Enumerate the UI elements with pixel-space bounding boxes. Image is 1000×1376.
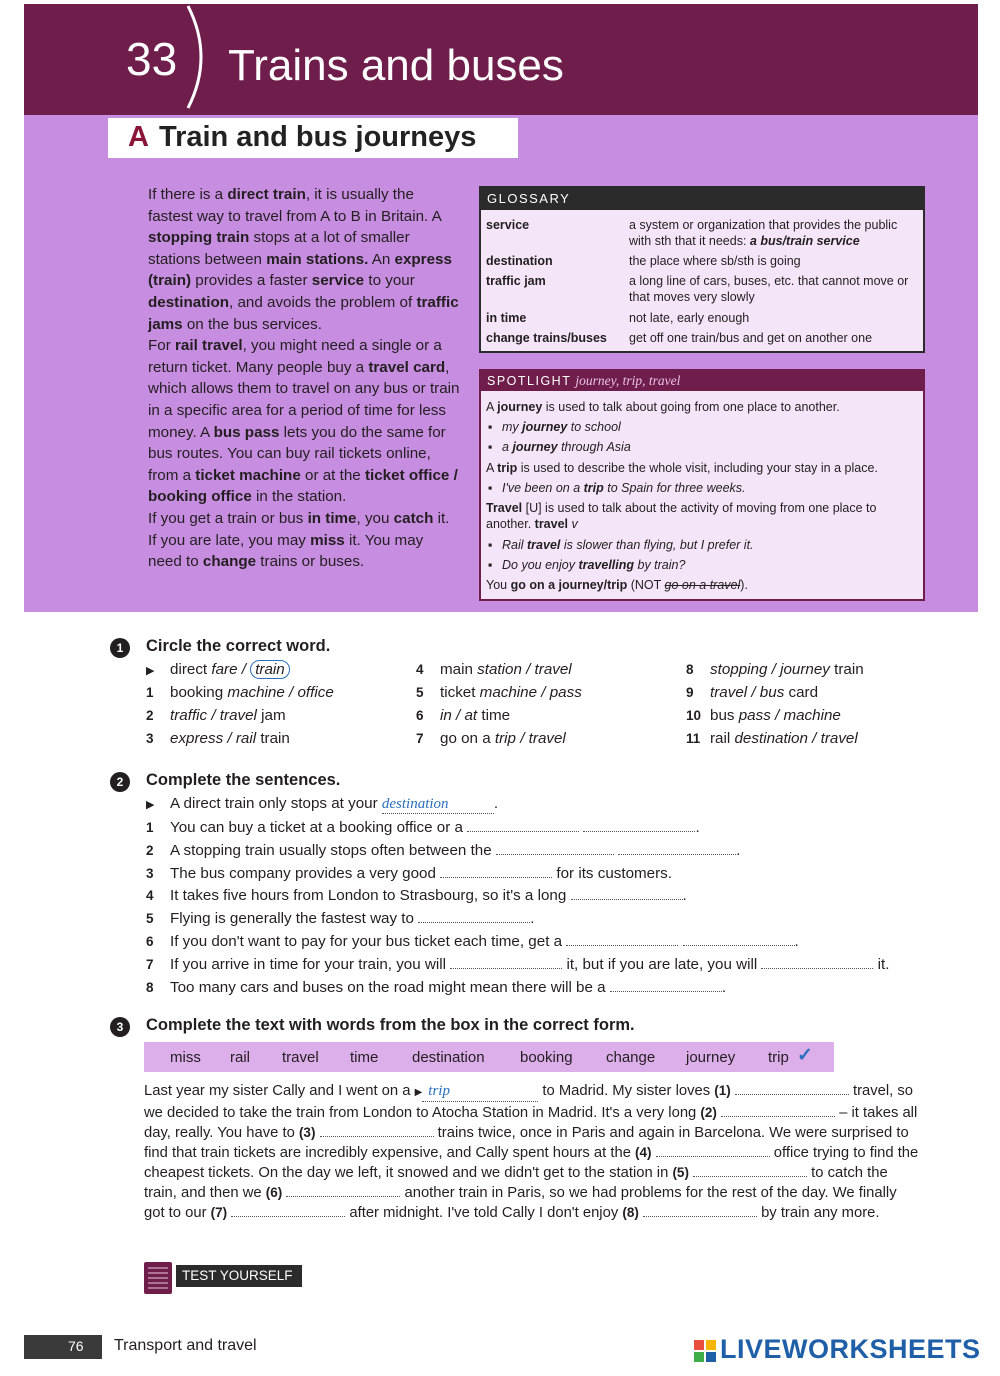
text-run: An — [368, 250, 395, 268]
intro-paragraph — [148, 184, 460, 335]
text-run: is slower than flying, but I prefer it. — [560, 538, 754, 552]
answer-blank[interactable] — [418, 909, 530, 923]
glossary-term: in time — [486, 311, 527, 325]
item-number: 9 — [686, 685, 694, 700]
text-run: it. You may need to — [148, 531, 424, 571]
example-option-2-circled[interactable]: train — [250, 660, 290, 679]
text-run: another train in Paris, so we had problems for the rest of the day. We finally got to our — [144, 1185, 897, 1221]
text-run: stopping train — [148, 229, 250, 247]
spotlight-line — [486, 461, 916, 477]
answer-blank[interactable] — [643, 1203, 757, 1217]
text-run: Last year my sister Cally and I went on a — [144, 1083, 415, 1099]
text-run: service — [311, 272, 365, 290]
liveworksheets-brand[interactable]: LIVEWORKSHEETS — [720, 1334, 981, 1364]
text-run: after midnight. I've told Cally I don't enjoy — [345, 1205, 623, 1221]
sentence-text: If you arrive in time for your train, you will — [170, 955, 451, 973]
example-marker-icon: ▶ — [414, 1087, 423, 1098]
glossary-term: change trains/buses — [486, 331, 607, 345]
text-run: to your — [364, 272, 415, 290]
text-run: catch — [393, 509, 434, 527]
gap-number: (5) — [672, 1165, 689, 1180]
word-box-item: destination — [412, 1049, 485, 1066]
text-run: it. If you are late, you may — [148, 509, 450, 549]
text-run: my — [502, 420, 523, 434]
item-pre: bus — [710, 707, 739, 724]
item-pre: main — [440, 661, 478, 678]
text-run: You — [486, 578, 511, 592]
text-run: bus pass — [213, 423, 280, 441]
spotlight-line — [486, 400, 916, 416]
item-number: 8 — [686, 662, 694, 677]
exercise-2-item — [146, 909, 534, 927]
gap-number: (2) — [700, 1105, 717, 1120]
answer-blank[interactable] — [440, 864, 552, 878]
exercise-2-item — [146, 818, 700, 836]
text-run: I've been on a — [502, 481, 584, 495]
glossary-term: traffic jam — [486, 274, 546, 288]
item-number: 11 — [686, 731, 701, 746]
text-run: trip — [583, 481, 604, 495]
gap-number: (3) — [298, 1125, 316, 1140]
spotlight-line — [486, 578, 916, 594]
item-number: 1 — [146, 685, 154, 700]
text-run: go on a journey/trip — [510, 578, 628, 592]
exercise-1-heading: Circle the correct word. — [146, 637, 331, 655]
exercise-1-item — [146, 730, 290, 747]
text-run: travel — [534, 516, 569, 531]
sentence-text: If you don't want to pay for your bus ticket each time, get a — [170, 933, 567, 950]
text-run: go on a travel — [664, 578, 741, 592]
sentence-text: The bus company provides a very good — [170, 864, 441, 882]
sentence-text: It takes five hours from London to Strasbourg, so it's a long — [170, 887, 571, 905]
item-options[interactable]: trip / travel — [494, 730, 566, 747]
item-pre: rail — [710, 730, 735, 747]
text-run: travelling — [578, 558, 635, 572]
intro-text — [148, 184, 460, 573]
exercise-1-item — [686, 730, 858, 747]
word-box-item: booking — [520, 1049, 573, 1066]
word-box-item: change — [606, 1049, 656, 1066]
item-options[interactable]: machine / pass — [479, 684, 582, 701]
footer-section: Transport and travel — [114, 1337, 257, 1354]
spotlight-bullet — [488, 481, 930, 497]
text-run: to catch the train, and then we — [144, 1165, 888, 1201]
word-box-item: miss — [170, 1049, 201, 1066]
text-run: rail travel — [175, 337, 243, 355]
sentence-text: . — [736, 841, 741, 859]
text-run: – it takes all day, really. You have to — [144, 1105, 918, 1141]
text-run: travel — [527, 538, 561, 552]
exercise-1-item — [416, 707, 510, 724]
word-box-item: time — [350, 1049, 379, 1066]
item-options[interactable]: traffic / travel — [170, 707, 257, 724]
example-post: . — [493, 795, 499, 812]
item-options[interactable]: travel / bus — [710, 684, 785, 701]
page-number: 76 — [68, 1338, 84, 1354]
gap-number: (8) — [622, 1205, 639, 1220]
unit-number: 33 — [126, 33, 178, 85]
item-number: 2 — [146, 842, 154, 858]
gap-number: (1) — [714, 1083, 731, 1098]
sentence-text: . — [695, 819, 700, 836]
spotlight-bullet — [488, 440, 930, 456]
answer-blank[interactable] — [761, 955, 873, 969]
definition-example: a bus/train service — [749, 233, 860, 248]
header-bracket-curve — [180, 4, 220, 110]
gap-number: (4) — [635, 1145, 652, 1160]
answer-blank[interactable] — [693, 1163, 807, 1177]
text-run: [U] is used to talk about the activity of moving from one place to another. — [486, 501, 877, 531]
exercise-1-item — [686, 707, 841, 724]
exercise-1-item — [686, 684, 818, 701]
test-book-icon — [144, 1262, 172, 1294]
spotlight-line — [486, 501, 916, 532]
answer-blank[interactable] — [683, 932, 795, 946]
item-number: 5 — [416, 685, 424, 700]
answer-blank[interactable] — [467, 818, 579, 832]
glossary-term: destination — [486, 254, 553, 268]
item-post: train — [256, 730, 290, 747]
item-number: 3 — [146, 865, 154, 881]
item-number: 3 — [146, 731, 154, 746]
example-sentence: A direct train only stops at your — [170, 795, 382, 812]
item-post: card — [784, 684, 819, 701]
answer-blank[interactable] — [735, 1081, 849, 1095]
exercise-1-number: 1 — [110, 638, 130, 658]
glossary-definition — [629, 311, 919, 327]
word-box-item: trip — [768, 1049, 789, 1066]
example-answer: destination — [382, 796, 494, 814]
example-marker-icon: ▶ — [146, 665, 155, 677]
item-number: 4 — [146, 888, 154, 904]
text-run: by train any more. — [756, 1205, 880, 1221]
exercise-3-heading: Complete the text with words from the box in the correct form. — [146, 1016, 635, 1034]
text-run: to Spain for three weeks. — [603, 481, 746, 495]
text-run: (NOT — [627, 578, 665, 592]
text-run: , you might need a single or a return ticket. Many people buy a — [148, 337, 442, 376]
exercise-1-item — [416, 730, 566, 747]
text-run: trains twice, once in Paris and again in Barcelona. We were surprised to find that train tickets are incredibly expensive, and Cally spent hours at the — [144, 1125, 909, 1161]
word-box-item: journey — [686, 1049, 736, 1066]
item-post: time — [477, 707, 511, 724]
text-run: to school — [567, 420, 621, 434]
glossary-definition — [629, 254, 919, 270]
definition-text: a long line of cars, buses, etc. that cannot move or that moves very slowly — [629, 274, 909, 304]
exercise-3-number: 3 — [110, 1017, 130, 1037]
exercise-2-item — [146, 841, 740, 859]
exercise-1-example — [146, 661, 290, 678]
item-options[interactable]: destination / travel — [734, 730, 858, 747]
text-run: lets you do the same for bus routes. You can buy rail tickets online, from a — [148, 423, 446, 484]
text-run: is used to describe the whole visit, including your stay in a place. — [517, 461, 878, 475]
answer-blank[interactable] — [571, 886, 683, 900]
answer-blank[interactable] — [566, 932, 678, 946]
answer-blank[interactable] — [286, 1183, 400, 1197]
sentence-text: for its customers. — [552, 864, 672, 882]
glossary-definition — [629, 274, 919, 305]
sentence-text: . — [682, 887, 687, 905]
answer-blank[interactable] — [721, 1103, 835, 1117]
spotlight-label: SPOTLIGHT — [487, 374, 572, 388]
text-run: change — [202, 553, 257, 571]
sentence-text: You can buy a ticket at a booking office or a — [170, 819, 468, 836]
text-run: , which allows them to travel on any bus or train in a specific area for a period of time for less money. A — [148, 358, 460, 441]
item-options[interactable]: machine / office — [227, 684, 334, 701]
text-run: ticket office / booking office — [148, 466, 458, 506]
text-run: trip — [497, 461, 518, 475]
text-run: If you get a train or bus — [148, 509, 308, 527]
answer-blank[interactable] — [583, 818, 695, 832]
item-options[interactable]: express / rail — [170, 730, 257, 747]
text-run: office trying to find the cheapest tickets. On the day we left, it snowed and we didn't get to the station in — [144, 1145, 919, 1181]
test-yourself-button[interactable]: TEST YOURSELF — [176, 1265, 302, 1287]
item-pre: ticket — [440, 684, 480, 701]
spotlight-subtitle: journey, trip, travel — [575, 373, 681, 388]
text-run: For — [148, 337, 176, 355]
gap-number: (7) — [210, 1205, 228, 1220]
text-run: a — [502, 440, 513, 454]
exercise-1-item — [416, 684, 582, 701]
section-title: Train and bus journeys — [158, 121, 477, 153]
text-run: A — [486, 461, 498, 475]
gap-number: (6) — [265, 1185, 283, 1200]
intro-paragraph — [148, 335, 460, 508]
item-pre: go on a — [440, 730, 495, 747]
text-run: trains or buses. — [256, 553, 365, 571]
exercise-3-text — [144, 1081, 920, 1223]
text-run: journey — [512, 440, 558, 454]
text-run: If there is a — [148, 186, 228, 203]
exercise-2-heading: Complete the sentences. — [146, 771, 341, 789]
exercise-1-item — [146, 684, 334, 701]
text-run: Do you enjoy — [502, 558, 579, 572]
text-run: on the bus services. — [182, 315, 322, 333]
exercise-2-item — [146, 864, 672, 882]
answer-blank[interactable] — [496, 841, 614, 855]
exercise-1-item — [416, 661, 572, 678]
text-run: or at the — [300, 466, 365, 484]
text-run: traffic jams — [148, 293, 459, 333]
example-answer: trip — [422, 1081, 538, 1102]
text-run: journey — [522, 420, 568, 434]
item-options[interactable]: pass / machine — [738, 707, 841, 724]
sentence-text: it, but if you are late, you will — [562, 955, 762, 973]
text-run: , and avoids the problem of — [229, 293, 417, 311]
exercise-2-item — [146, 955, 890, 973]
text-run: destination — [148, 293, 230, 311]
answer-blank[interactable] — [656, 1143, 770, 1157]
text-run: stops at a lot of smaller stations between — [148, 229, 410, 268]
item-post: train — [829, 661, 864, 678]
spotlight-bullet — [488, 420, 930, 436]
definition-text: a system or organization that provides the public with sth that it needs: — [629, 218, 898, 248]
text-run: to Madrid. My sister loves — [538, 1083, 715, 1099]
definition-text: not late, early enough — [629, 311, 750, 325]
exercise-2-item — [146, 886, 687, 904]
glossary-definition — [629, 331, 919, 347]
example-option-1[interactable]: fare — [211, 661, 238, 678]
definition-text: the place where sb/sth is going — [629, 254, 801, 268]
text-run: in the station. — [251, 488, 347, 506]
item-number: 7 — [146, 956, 154, 972]
item-options[interactable]: stopping / journey — [710, 661, 830, 678]
word-box-item: travel — [282, 1049, 319, 1066]
glossary-term: service — [486, 218, 530, 232]
spotlight-title — [481, 371, 923, 391]
text-run: in time — [307, 509, 357, 527]
item-number: 10 — [686, 708, 702, 723]
unit-title: Trains and buses — [228, 41, 564, 90]
definition-text: get off one train/bus and get on another one — [629, 331, 873, 345]
sentence-text: . — [794, 933, 799, 950]
example-pre: direct — [170, 661, 212, 678]
intro-paragraph — [148, 508, 460, 573]
text-run: v — [568, 516, 578, 531]
sentence-text: . — [530, 910, 535, 928]
glossary-definition — [629, 218, 919, 249]
item-pre: booking — [170, 684, 228, 701]
item-number: 8 — [146, 979, 154, 995]
text-run: miss — [310, 531, 345, 549]
section-letter: A — [128, 121, 149, 153]
page-number-bar — [24, 1335, 102, 1359]
spotlight-bullet — [488, 558, 930, 574]
exercise-1-item — [146, 707, 286, 724]
text-run: A — [486, 400, 498, 414]
text-run: Travel — [486, 501, 523, 515]
answer-blank[interactable] — [618, 841, 736, 855]
text-run: journey — [497, 400, 543, 414]
text-run: Rail — [502, 538, 528, 552]
sentence-text: A stopping train usually stops often between the — [170, 841, 496, 859]
text-run: travel, so we decided to take the train from London to Atocha Station in Madrid. It's a very long — [144, 1083, 914, 1121]
glossary-box — [479, 186, 925, 353]
exercise-2-item — [146, 932, 799, 950]
item-post: jam — [256, 707, 286, 724]
example-separator: / — [237, 661, 251, 678]
item-options[interactable]: station / travel — [477, 661, 572, 678]
item-number: 2 — [146, 708, 154, 723]
text-run: is used to talk about going from one place to another. — [542, 400, 840, 414]
checkmark-icon: ✓ — [797, 1045, 813, 1066]
text-run: , it is usually the fastest way to travel from A to B in Britain. A — [148, 186, 441, 225]
sentence-text: it. — [873, 955, 890, 973]
text-run: by train? — [634, 558, 686, 572]
liveworksheets-logo-icon — [694, 1340, 716, 1362]
exercise-1-item — [686, 661, 864, 678]
item-number: 6 — [146, 934, 154, 949]
text-run: ticket machine — [195, 466, 301, 484]
word-box-item: rail — [230, 1049, 251, 1066]
sentence-text: . — [721, 978, 727, 996]
text-run: express (train) — [148, 250, 452, 290]
example-marker-icon: ▶ — [146, 799, 155, 811]
exercise-2-item — [146, 978, 726, 996]
text-run: main stations. — [266, 250, 369, 268]
sentence-text: Flying is generally the fastest way to — [170, 910, 419, 928]
spotlight-bullet — [488, 538, 930, 554]
item-number: 5 — [146, 911, 154, 927]
answer-blank[interactable] — [231, 1203, 345, 1217]
answer-blank[interactable] — [320, 1123, 434, 1137]
sentence-text: Too many cars and buses on the road might mean there will be a — [170, 978, 610, 996]
exercise-2-example — [146, 795, 498, 814]
answer-blank[interactable] — [610, 978, 722, 992]
text-run: travel card — [368, 358, 446, 376]
answer-blank[interactable] — [450, 955, 562, 969]
text-run: ). — [740, 578, 748, 592]
item-options[interactable]: in / at — [440, 707, 478, 724]
text-run: , you — [356, 509, 394, 527]
item-number: 7 — [416, 731, 424, 746]
item-number: 1 — [146, 820, 154, 835]
item-number: 6 — [416, 708, 424, 723]
section-a-heading — [128, 121, 476, 154]
text-run: provides a faster — [191, 272, 312, 290]
item-number: 4 — [416, 662, 424, 677]
text-run: direct train — [227, 186, 306, 203]
exercise-2-number: 2 — [110, 772, 130, 792]
text-run: through Asia — [557, 440, 631, 454]
glossary-title: GLOSSARY — [481, 188, 923, 210]
